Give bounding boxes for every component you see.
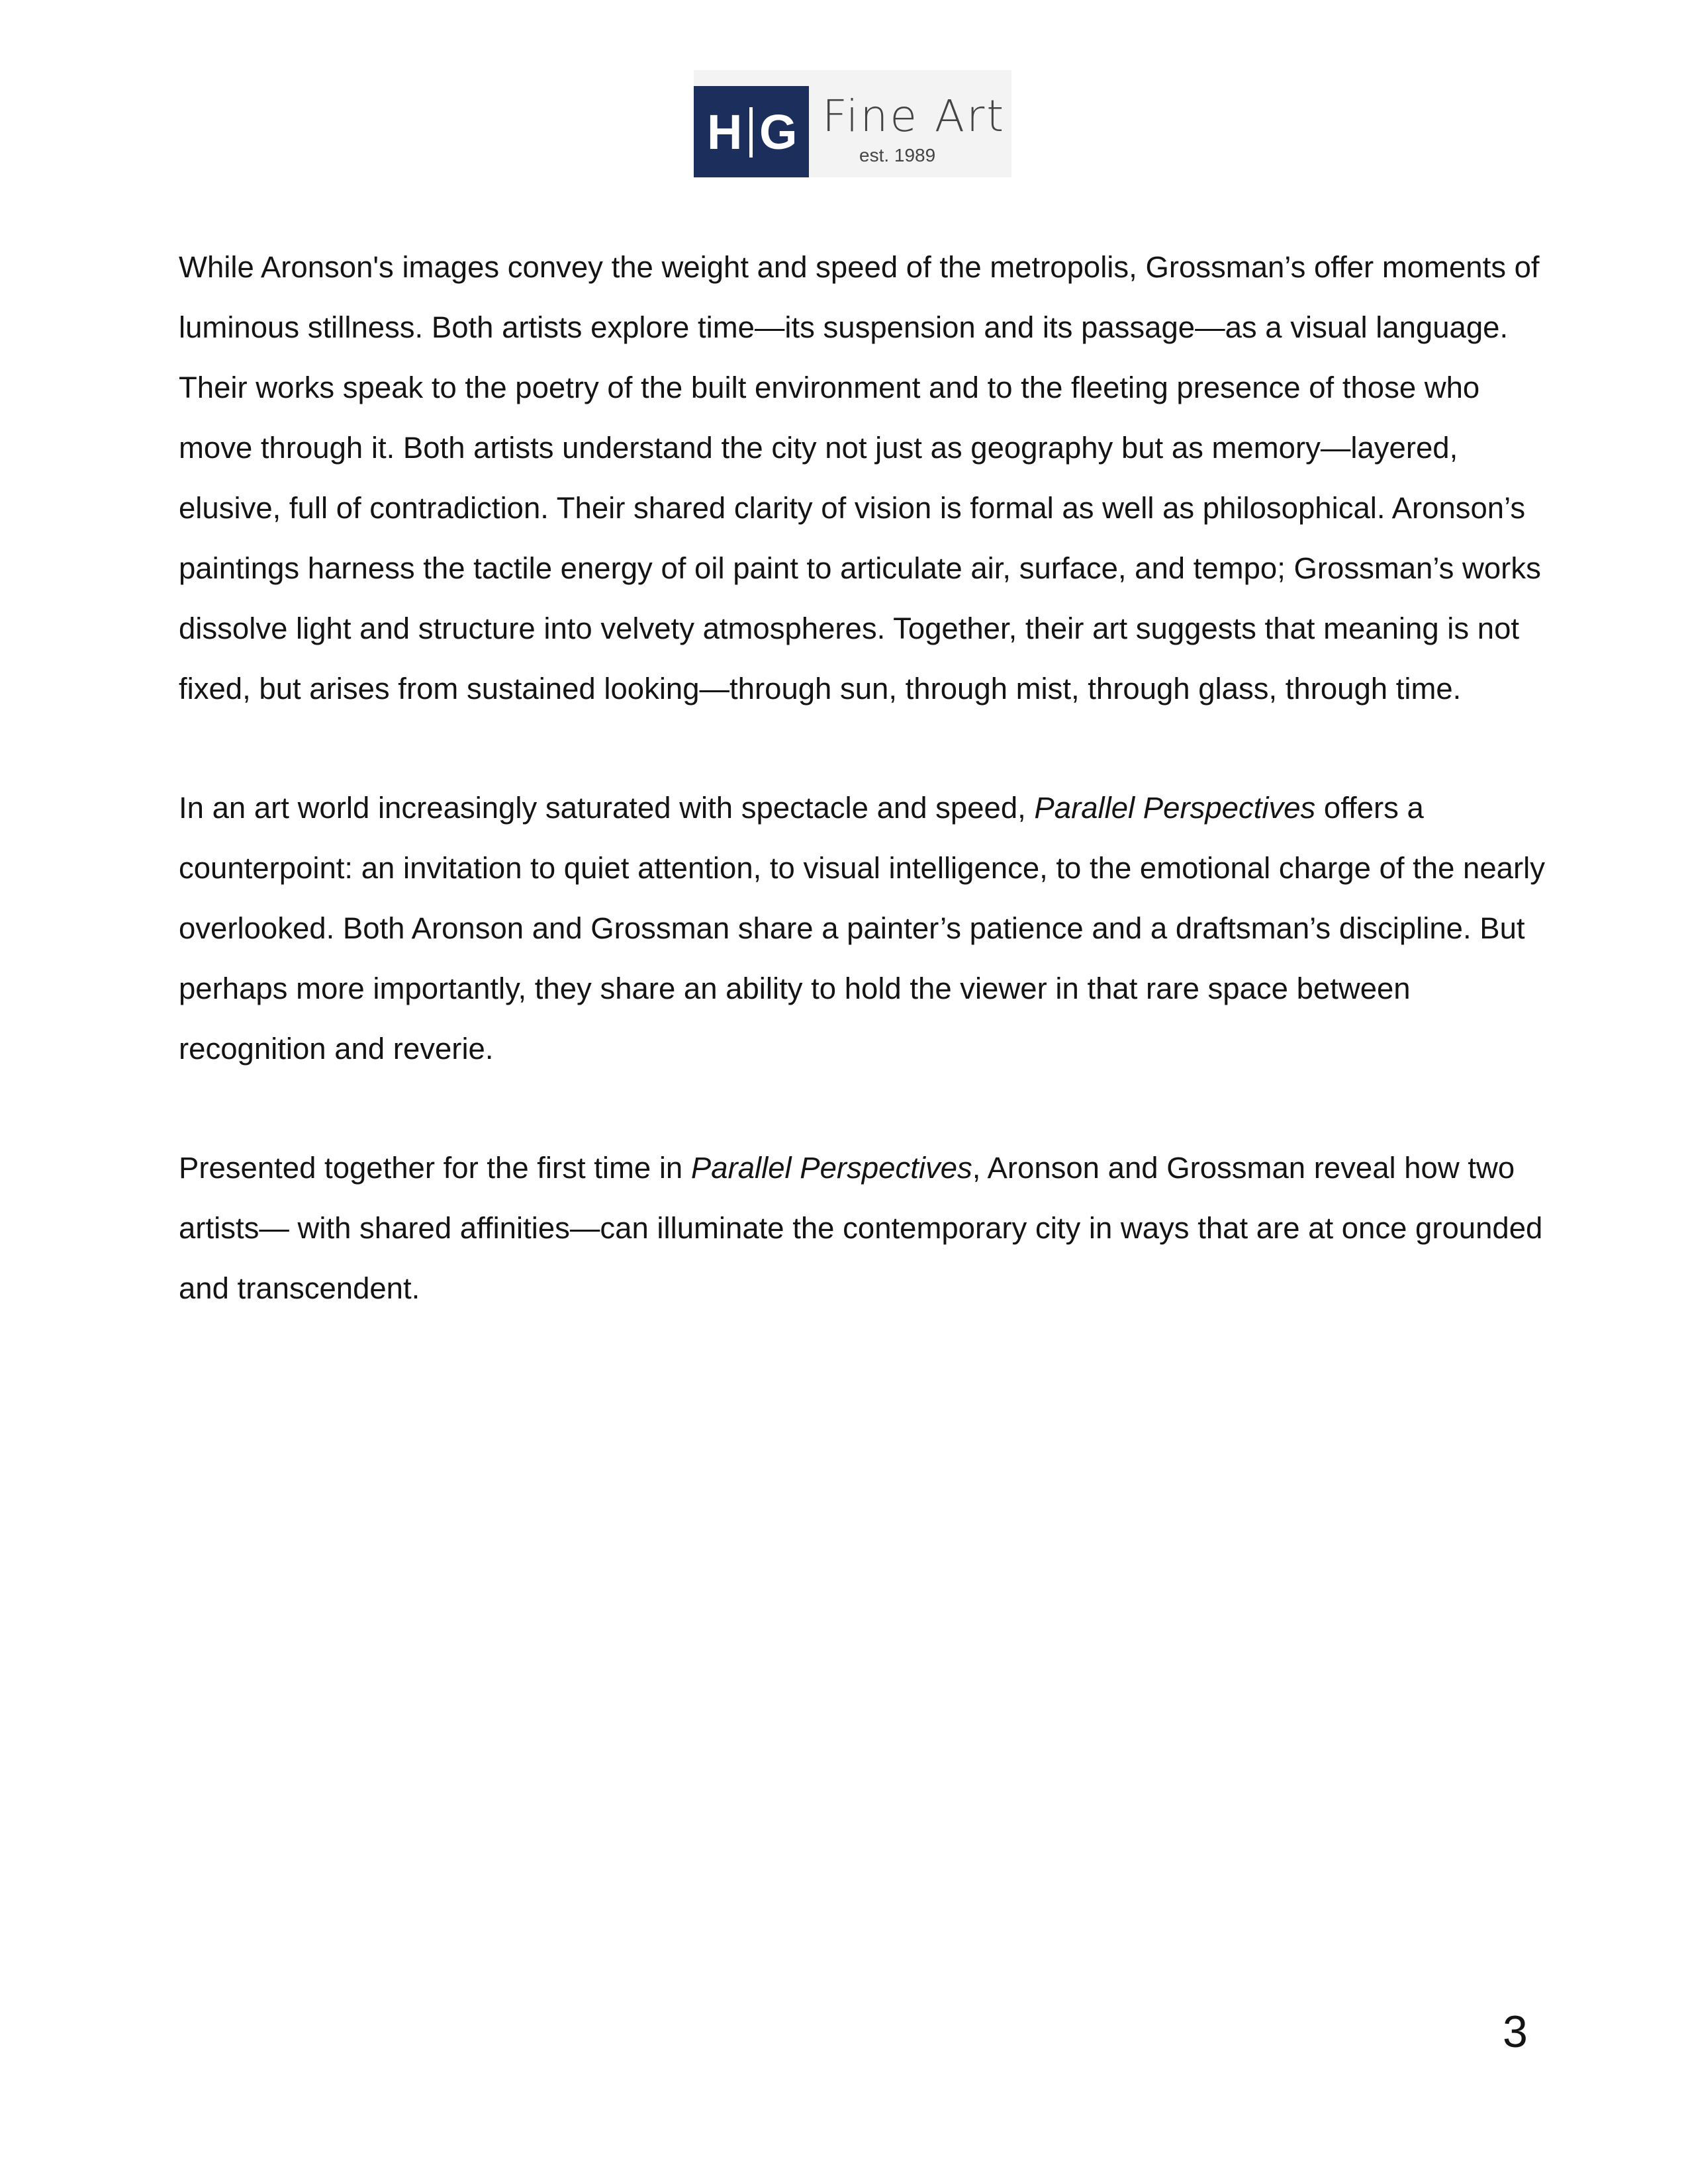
paragraph-2	[179, 778, 1556, 1079]
paragraph-2-rest: offers a counterpoint: an invitation to quiet attention, to visual intelligence, to the emotional charge of the nearly overlooked. Both Aronson and Grossman share a painter’s patience and a draftsman’s discipline. But perhaps more importantly, they share an ability to hold the viewer in that rare space between recognition and reverie.	[179, 791, 1545, 1066]
logo-established: est. 1989	[859, 145, 936, 165]
exhibition-title: Parallel Perspectives	[690, 1151, 972, 1185]
paragraph-3-rest: , Aronson and Grossman reveal how two artists— with shared affinities—can illuminate the contemporary city in ways that are at once grounded and transcendent.	[179, 1151, 1543, 1305]
paragraph-3-intro: Presented together for the first time in	[179, 1151, 691, 1185]
document-body	[179, 237, 1556, 1377]
logo-monogram-divider	[749, 107, 753, 158]
logo-monogram-g: G	[759, 105, 798, 159]
logo-monogram-h: H	[707, 105, 743, 159]
page-number: 3	[1503, 2007, 1528, 2057]
paragraph-3	[179, 1138, 1556, 1318]
paragraph-1: While Aronson's images convey the weight and speed of the metropolis, Grossman’s offer moments of luminous stillness. Both artists explore time—its suspension and its passage—as a visual language. Their works speak to the poetry of the built environment and to the fleeting presence of those who move through it. Both artists understand the city not just as geography but as memory—layered, elusive, full of contradiction. Their shared clarity of vision is formal as well as philosophical. Aronson’s paintings harness the tactile energy of oil paint to articulate air, surface, and tempo; Grossman’s works dissolve light and structure into velvety atmospheres. Together, their art suggests that meaning is not fixed, but arises from sustained looking—through sun, through mist, through glass, through time.	[179, 250, 1541, 705]
exhibition-title: Parallel Perspectives	[1034, 791, 1316, 825]
gallery-logo	[694, 70, 1011, 177]
paragraph-2-intro: In an art world increasingly saturated with spectacle and speed,	[179, 791, 1035, 825]
logo-name: Fine Art	[822, 91, 1006, 142]
logo-monogram	[694, 86, 809, 177]
